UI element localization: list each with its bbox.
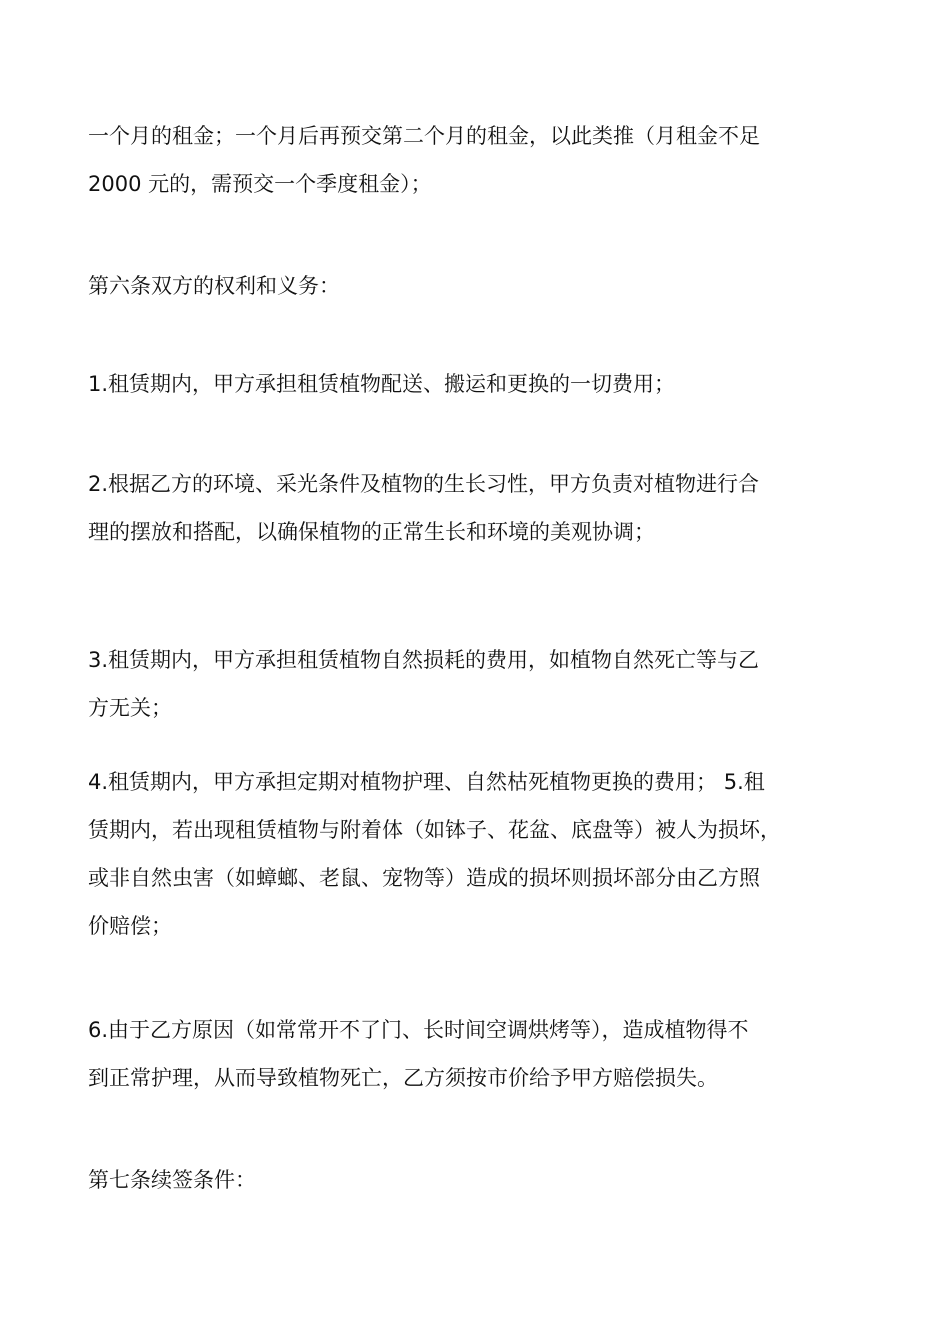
text-line: 理的摆放和搭配，以确保植物的正常生长和环境的美观协调； [88, 520, 655, 544]
text-line: 一个月的租金；一个月后再预交第二个月的租金，以此类推（月租金不足 [88, 124, 760, 148]
text-line: 或非自然虫害（如蟑螂、老鼠、宠物等）造成的损坏则损坏部分由乙方照 [88, 866, 760, 890]
text-line: 价赔偿； [88, 914, 172, 938]
text-line: 3.租赁期内，甲方承担租赁植物自然损耗的费用，如植物自然死亡等与乙 [88, 648, 760, 672]
clause-1 [88, 360, 888, 408]
text-line: 第七条续签条件： [88, 1168, 256, 1192]
text-line: 方无关； [88, 696, 172, 720]
heading-article-six [88, 262, 888, 310]
clause-6 [88, 1006, 888, 1102]
text-line: 到正常护理，从而导致植物死亡，乙方须按市价给予甲方赔偿损失。 [88, 1066, 718, 1090]
clause-2 [88, 460, 888, 556]
text-line: 4.租赁期内，甲方承担定期对植物护理、自然枯死植物更换的费用； 5.租 [88, 770, 765, 794]
text-line: 赁期内，若出现租赁植物与附着体（如钵子、花盆、底盘等）被人为损坏， [88, 818, 781, 842]
text-line: 6.由于乙方原因（如常常开不了门、长时间空调烘烤等），造成植物得不 [88, 1018, 749, 1042]
clause-3 [88, 636, 888, 732]
heading-article-seven [88, 1156, 888, 1204]
paragraph-rent-prepayment [88, 112, 888, 208]
text-line: 1.租赁期内，甲方承担租赁植物配送、搬运和更换的一切费用； [88, 372, 676, 396]
text-line: 2.根据乙方的环境、采光条件及植物的生长习性，甲方负责对植物进行合 [88, 472, 760, 496]
clause-4-and-5 [88, 758, 888, 950]
text-line: 第六条双方的权利和义务： [88, 274, 340, 298]
text-line: 2000 元的，需预交一个季度租金）； [88, 172, 432, 196]
